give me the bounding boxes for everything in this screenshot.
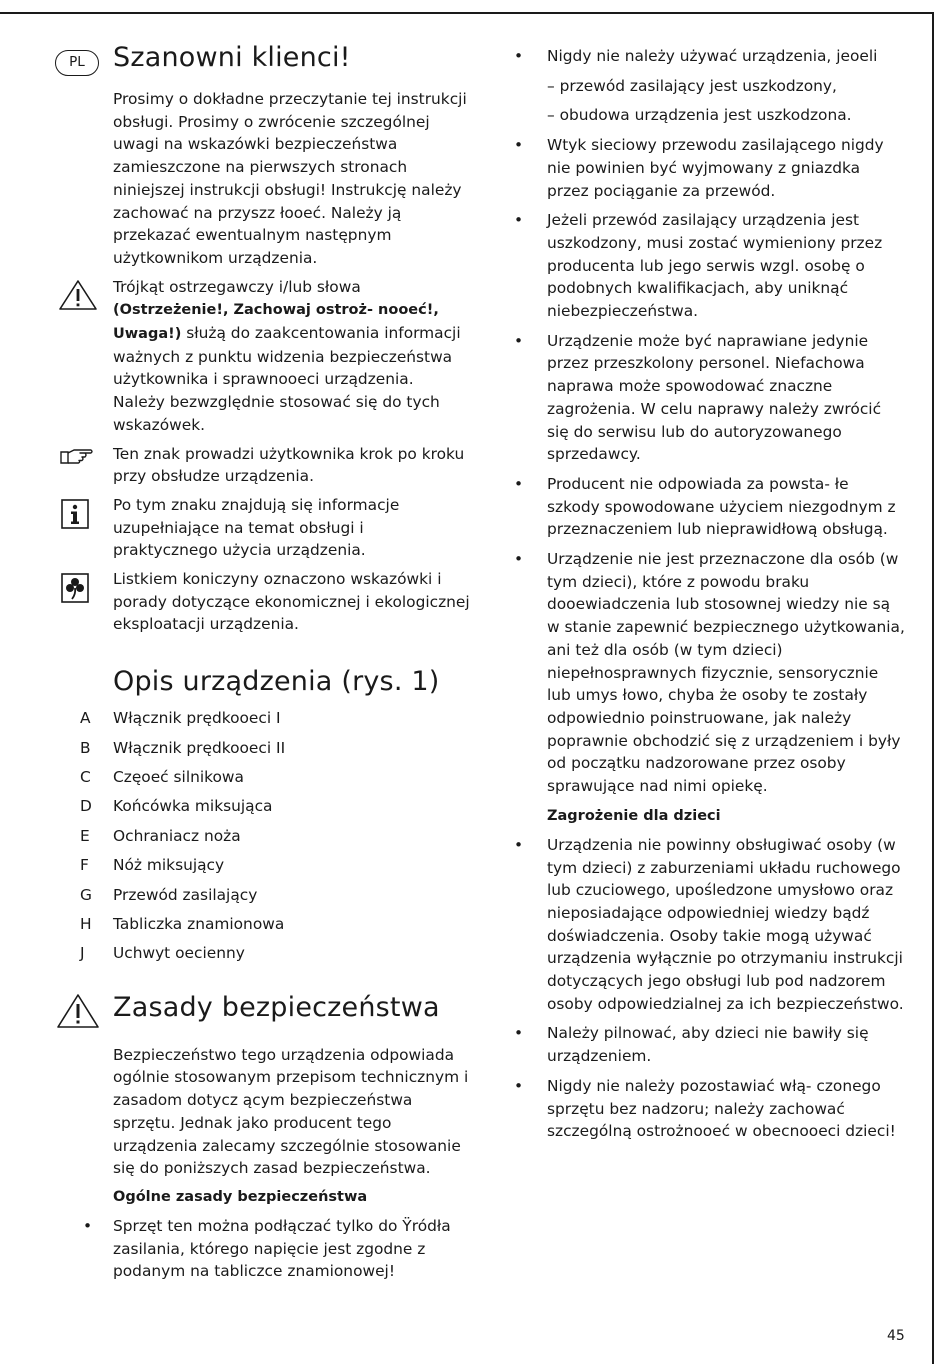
part-key: B bbox=[80, 738, 91, 757]
frame-right-line bbox=[932, 12, 934, 1364]
bullet-glyph: • bbox=[514, 474, 524, 493]
info-note bbox=[50, 494, 470, 562]
bullet-text: Jeżeli przewód zasilający urządzenia jest uszkodzony, musi zostać wymieniony przez producenta lub jego serwis wzgl. osobę o podobnych kwalifikacjach, aby uniknąć niebezpieczeństwa. bbox=[547, 211, 883, 321]
children-danger-subhead: Zagrożenie dla dzieci bbox=[547, 807, 721, 824]
part-key: D bbox=[80, 797, 92, 816]
list-item bbox=[50, 854, 470, 883]
safety-intro-paragraph: Bezpieczeństwo tego urządzenia odpowiada ogólnie stosowanym przepisom technicznym i zasadom dotycz ącym bezpieczeństwa sprzętu. Jednak jako producent tego urządzenia zalecamy szczególnie stosowanie się do poniższych zasad bezpieczeństwa. bbox=[113, 1045, 469, 1178]
part-key: G bbox=[80, 885, 92, 904]
section-title-safety: Zasady bezpieczeństwa bbox=[113, 991, 440, 1023]
part-label: Przewód zasilający bbox=[113, 885, 258, 904]
list-item bbox=[50, 795, 470, 824]
bullet-glyph: • bbox=[514, 835, 524, 854]
part-label: Nóż miksujący bbox=[113, 856, 225, 875]
left-column bbox=[50, 36, 470, 1290]
section-intro-header bbox=[50, 36, 470, 86]
part-key: J bbox=[80, 944, 85, 963]
right-column bbox=[510, 36, 905, 1150]
list-item bbox=[510, 330, 905, 466]
bullet-glyph: • bbox=[514, 47, 524, 65]
sub-item-cable-damaged: – przewód zasilający jest uszkodzony, bbox=[547, 76, 837, 95]
clover-note bbox=[50, 568, 470, 636]
clover-note-text: Listkiem koniczyny oznaczono wskazówki i porady dotyczące ekonomicznej i ekologicznej eksploatacji urządzenia. bbox=[113, 570, 470, 634]
bullet-text: Urządzenie nie jest przeznaczone dla osób (w tym dzieci), które z powodu braku dooewiadczenia lub stosownej wiedzy nie są w stanie zapewnić bezpiecznego użytkowania, ani też dla osób (w tym dzieci) niepełnosprawnych fizycznie, sensorycznie lub umys łowo, chyba że osoby te zostały odpowiednio poinstruowane, jak należy poprawnie obchodzić się z urządzeniem i były od początku nadzorowane przez osoby sprawujące nad nimi opiekę. bbox=[547, 550, 905, 796]
bullet-text: Należy pilnować, aby dzieci nie bawiły się urządzeniem. bbox=[547, 1024, 869, 1066]
safety-header bbox=[50, 990, 470, 1034]
list-item bbox=[50, 825, 470, 854]
warning-triangle-icon bbox=[57, 278, 99, 316]
list-item bbox=[50, 707, 470, 736]
bullet-glyph: • bbox=[514, 1076, 524, 1095]
list-item bbox=[510, 1022, 905, 1067]
hand-note bbox=[50, 443, 470, 488]
part-key: E bbox=[80, 826, 90, 845]
part-label: Włącznik prędkooeci II bbox=[113, 738, 286, 757]
bullet-glyph: • bbox=[514, 136, 524, 155]
hand-note-text: Ten znak prowadzi użytkownika krok po kroku przy obsłudze urządzenia. bbox=[113, 444, 465, 486]
parts-list bbox=[50, 707, 470, 972]
warning-text-intro: Trójkąt ostrzegawczy i/lub słowa bbox=[113, 277, 361, 296]
list-item bbox=[510, 473, 905, 541]
list-item bbox=[510, 45, 905, 68]
bullet-glyph: • bbox=[83, 1216, 93, 1235]
part-label: Ochraniacz noża bbox=[113, 826, 241, 845]
list-item bbox=[50, 1215, 470, 1283]
bullet-text: Sprzęt ten można podłączać tylko do Ÿródła zasilania, którego napięcie jest zgodne z podanym na tabliczce znamionowej! bbox=[113, 1216, 451, 1281]
general-safety-subhead: Ogólne zasady bezpieczeństwa bbox=[113, 1188, 368, 1205]
bullet-glyph: • bbox=[514, 211, 524, 230]
info-icon bbox=[61, 499, 89, 533]
section-title-intro: Szanowni klienci! bbox=[113, 42, 351, 73]
warning-note bbox=[50, 276, 470, 437]
part-label: Uchwyt oecienny bbox=[113, 944, 245, 963]
list-item bbox=[510, 1075, 905, 1143]
bullet-text: Urządzenia nie powinny obsługiwać osoby (w tym dzieci) z zaburzeniami układu ruchowego lub czuciowego, upośledzone umysłowo oraz nieposiadające odpowiedniej wiedzy bądź doświadczenia. Osoby takie mogą używać urządzenia wyłącznie po otrzymaniu instrukcji dotyczących jego obsługi lub pod nadzorem osoby odpowiedzialnej za ich bezpieczeństwo. bbox=[547, 835, 904, 1013]
bullet-text: Wtyk sieciowy przewodu zasilającego nigdy nie powinien być wyjmowany z gniazdka przez pociąganie za przewód. bbox=[547, 136, 884, 200]
info-note-text: Po tym znaku znajdują się informacje uzupełniające na temat obsługi i praktycznego użycia urządzenia. bbox=[113, 495, 400, 560]
part-label: Tabliczka znamionowa bbox=[113, 914, 285, 933]
warning-text-body: służą do zaakcentowania informacji ważnych z punktu widzenia bezpieczeństwa użytkownika i sprawnooeci urządzenia. Należy bezwzględnie stosować się do tych wskazówek. bbox=[113, 324, 461, 434]
clover-leaf-icon bbox=[61, 573, 89, 607]
sub-item-housing-damaged: – obudowa urządzenia jest uszkodzona. bbox=[547, 106, 852, 125]
part-label: Końcówka miksująca bbox=[113, 797, 273, 816]
bullet-text: Urządzenie może być naprawiane jedynie przez przeszkolony personel. Niefachowa naprawa może spowodować znaczne zagrożenia. W celu naprawy należy zwrócić się do serwisu lub do autoryzowanego sprzedawcy. bbox=[547, 331, 882, 464]
part-key: A bbox=[80, 709, 91, 728]
bullet-glyph: • bbox=[514, 550, 524, 569]
bullet-text: Producent nie odpowiada za powsta- łe szkody spowodowane użyciem niezgodnym z przeznaczeniem lub nieprawidłową obsługą. bbox=[547, 474, 896, 539]
warning-triangle-icon bbox=[55, 992, 101, 1034]
part-label: Częoeć silnikowa bbox=[113, 767, 244, 786]
part-key: H bbox=[80, 914, 92, 933]
part-key: F bbox=[80, 856, 89, 875]
list-item bbox=[510, 134, 905, 202]
list-item bbox=[50, 942, 470, 971]
part-key: C bbox=[80, 767, 91, 786]
warning-text-keywords: (Ostrzeżenie!, Zachowaj ostroż- nooeć!, Uwaga!) bbox=[113, 302, 439, 343]
list-item bbox=[50, 884, 470, 913]
part-label: Włącznik prędkooeci I bbox=[113, 709, 281, 728]
bullet-glyph: • bbox=[514, 331, 524, 350]
bullet-text: Nigdy nie należy używać urządzenia, jeoeli bbox=[547, 47, 878, 65]
frame-top-line bbox=[0, 12, 934, 14]
list-item bbox=[510, 834, 905, 1016]
list-item bbox=[50, 913, 470, 942]
list-item bbox=[510, 548, 905, 798]
section-title-description: Opis urządzenia (rys. 1) bbox=[113, 666, 440, 698]
bullet-glyph: • bbox=[514, 1024, 524, 1043]
page-number: 45 bbox=[887, 1328, 905, 1344]
language-badge: PL bbox=[55, 50, 99, 76]
list-item bbox=[50, 737, 470, 766]
bullet-text: Nigdy nie należy pozostawiać włą- czonego sprzętu bez nadzoru; należy zachować szczególną ostrożnooeć w obecnooeci dzieci! bbox=[547, 1076, 896, 1141]
list-item bbox=[510, 209, 905, 323]
pointing-hand-icon bbox=[60, 447, 94, 469]
intro-paragraph: Prosimy o dokładne przeczytanie tej instrukcji obsługi. Prosimy o zwrócenie szczególnej uwagi na wskazówki bezpieczeństwa zamieszczone na pierwszych stronach niniejszej instrukcji obsługi! Instrukcję należy zachować na przyszz łooeć. Należy ją przekazać ewentualnym następnym użytkownikom urządzenia. bbox=[113, 90, 467, 267]
list-item bbox=[50, 766, 470, 795]
